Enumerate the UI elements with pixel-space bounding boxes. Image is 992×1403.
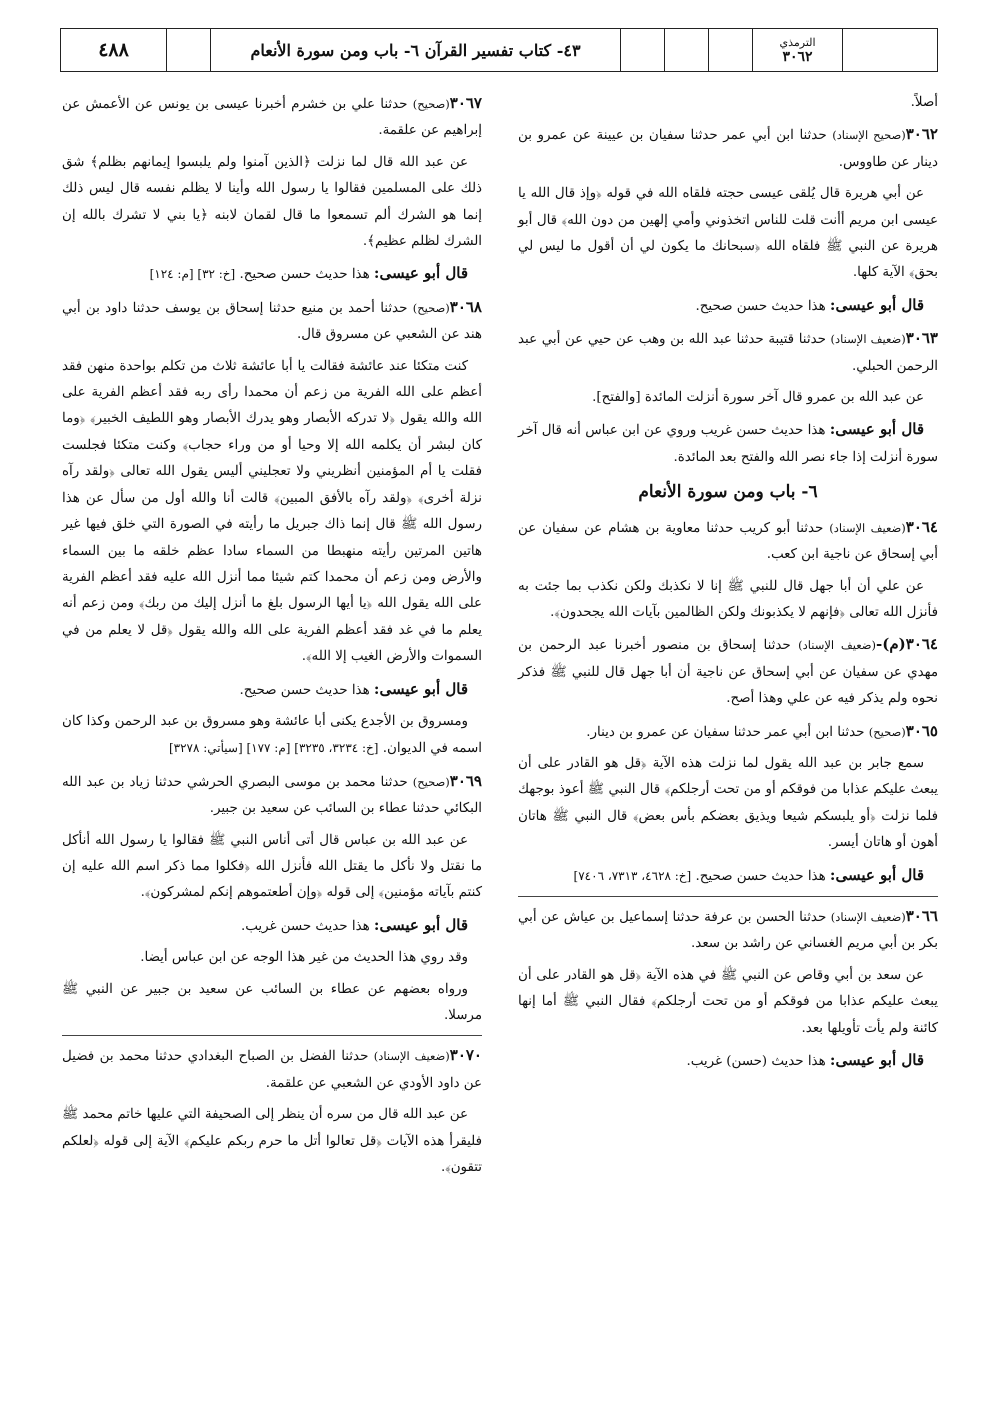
hadith-grade: (صحيح) [868, 724, 906, 739]
continuation-text: أصلاً. [910, 95, 938, 110]
header-blank-cell [166, 29, 210, 71]
reference: [خ: ٣٢٣٤، ٣٢٣٥] [م: ١٧٧] [سيأتي: ٣٢٧٨] [168, 741, 379, 756]
abu-isa-label: قال أبو عيسى: [373, 915, 468, 934]
hadith-3068-isnad [62, 294, 482, 349]
hadith-3067-commentary [62, 260, 482, 288]
header-book-cell [752, 29, 842, 71]
hadith-3063-matn: عن عبد الله بن عمرو قال آخر سورة أنزلت المائدة [والفتح]. [592, 390, 924, 406]
isnad-text: حدثنا أحمد بن منيع حدثنا إسحاق بن يوسف حدثنا داود بن أبي هند عن الشعبي عن مسروق قال. [62, 300, 482, 343]
hadith-3065-matn: سمع جابر بن عبد الله يقول لما نزلت هذه الآية ﴿قل هو القادر على أن يبعث عليكم عذابا من فوقكم أو من تحت أرجلكم﴾ قال النبي ﷺ أعوذ بوجهك فلما نزلت ﴿أو يلبسكم شيعا ويذيق بعضكم بأس بعض﴾ قال النبي ﷺ هاتان أهون أو هاتان أيسر. [518, 755, 938, 851]
header-title: ٤٣- كتاب تفسير القرآن ٦- باب ومن سورة الأنعام [210, 29, 620, 71]
abu-isa-label: قال أبو عيسى: [373, 264, 468, 283]
hadith-3062-matn: عن أبي هريرة قال يُلقى عيسى حجته فلقاه الله في قوله ﴿وإذ قال الله يا عيسى ابن مريم أأنت قلت للناس اتخذوني وأمي إلهين من دون الله﴾ قال أبو هريرة عن النبي ﷺ فلقاه الله ﴿سبحانك ما يكون لي أن أقول ما ليس لي بحق﴾ الآية كلها. [518, 186, 938, 281]
divider [62, 1035, 482, 1036]
verdict-text: هذا حديث حسن صحيح. [695, 298, 826, 314]
divider [518, 896, 938, 897]
hadith-3063-commentary [518, 416, 938, 471]
isnad-text: حدثنا أبو كريب حدثنا معاوية بن هشام عن سفيان عن أبي إسحاق عن ناجية ابن كعب. [518, 520, 938, 563]
isnad-text: حدثنا قتيبة حدثنا عبد الله بن وهب عن حيي عن أبي عبد الرحمن الحبلي. [518, 332, 938, 374]
abu-isa-label: قال أبو عيسى: [829, 420, 924, 439]
abu-isa-label: قال أبو عيسى: [829, 295, 924, 314]
hadith-number: ٣٠٦٩ [449, 771, 482, 790]
reference: [خ: ٤٦٢٨، ٧٣١٣، ٧٤٠٦] [573, 868, 692, 883]
hadith-3069-note: وقد روي هذا الحديث من غير هذا الوجه عن ابن عباس أيضا. [140, 950, 468, 966]
hadith-number: ٣٠٦٣ [905, 329, 938, 348]
hadith-grade: (صحيح) [412, 300, 450, 315]
isnad-text: حدثنا علي بن خشرم أخبرنا عيسى بن يونس عن الأعمش عن إبراهيم عن علقمة. [62, 97, 482, 139]
hadith-text: حدثنا إسحاق بن منصور أخبرنا عبد الرحمن بن مهدي عن سفيان عن أبي إسحاق عن ناجية أن أبا جهل قال للنبي ﷺ فذكر نحوه ولم يذكر فيه عن علي وهذا أصح. [518, 638, 938, 707]
hadith-3066-isnad [518, 903, 938, 958]
isnad-text: حدثنا محمد بن موسى البصري الحرشي حدثنا زياد بن عبد الله البكائي حدثنا عطاء بن السائب عن سعيد بن جبير. [62, 774, 482, 817]
right-column [518, 90, 938, 1080]
reference: [خ: ٣٢] [م: ١٢٤] [149, 267, 236, 282]
hadith-3069-commentary [62, 912, 482, 940]
header-blank-cell [708, 29, 752, 71]
hadith-grade: (ضعيف الإسناد) [830, 909, 906, 924]
verdict-text: هذا حديث حسن صحيح. [239, 682, 370, 698]
isnad-text: حدثنا ابن أبي عمر حدثنا سفيان عن عمرو بن دينار. [586, 724, 865, 740]
verdict-text: هذا حديث حسن صحيح. [239, 267, 370, 283]
hadith-3067-matn: عن عبد الله قال لما نزلت ﴿الذين آمنوا ولم يلبسوا إيمانهم بظلم﴾ شق ذلك على المسلمين فقالوا يا رسول الله وأينا لا يظلم نفسه قال ليس ذلك إنما هو الشرك ألم تسمعوا ما قال لقمان لابنه ﴿يا بني لا تشرك بالله إن الشرك لظلم عظيم﴾. [62, 154, 482, 250]
hadith-3068-matn: كنت متكئا عند عائشة فقالت يا أبا عائشة ثلاث من تكلم بواحدة منهن فقد أعظم على الله الفرية من زعم أن محمدا رأى ربه فقد أعظم الفرية على الله والله يقول ﴿لا تدركه الأبصار وهو يدرك الأبصار وهو اللطيف الخبير﴾ ﴿وما كان لبشر أن يكلمه الله إلا وحيا أو من وراء حجاب﴾ وكنت متكئا فجلست فقلت يا أم المؤمنين أنظريني ولا تعجليني أليس يقول الله تعالى ﴿ولقد رآه نزلة أخرى﴾ ﴿ولقد رآه بالأفق المبين﴾ قالت أنا والله أول من سأل عن هذا رسول الله ﷺ قال إنما ذاك جبريل ما رأيته في الصورة التي خلق فيها غير هاتين المرتين رأيته منهبطا من السماء سادا عظم خلقه ما بين السماء والأرض ومن زعم أن محمدا كتم شيئا مما أنزل الله عليه فقد أعظم الفرية على الله يقول الله ﴿يا أيها الرسول بلغ ما أنزل إليك من ربك﴾ ومن زعم أنه يعلم ما في غد فقد أعظم الفرية على الله والله يقول ﴿قل لا يعلم من في السموات والأرض الغيب إلا الله﴾. [62, 358, 482, 665]
abu-isa-label: قال أبو عيسى: [829, 865, 924, 884]
hadith-3069-matn: عن عبد الله بن عباس قال أتى أناس النبي ﷺ فقالوا يا رسول الله أنأكل ما نقتل ولا نأكل ما يقتل الله فأنزل الله ﴿فكلوا مما ذكر اسم الله عليه إن كنتم بآياته مؤمنين﴾ إلى قوله ﴿وإن أطعتموهم إنكم لمشركون﴾. [62, 832, 482, 901]
hadith-3064-matn: عن علي أن أبا جهل قال للنبي ﷺ إنا لا نكذبك ولكن نكذب بما جئت به فأنزل الله تعالى ﴿فإنهم لا يكذبونك ولكن الظالمين بآيات الله يجحدون﴾. [518, 578, 938, 620]
hadith-number: ٣٠٦٤(م)- [876, 635, 938, 654]
hadith-number: ٣٠٦٧ [449, 94, 482, 112]
hadith-3064m [518, 631, 938, 712]
hadith-3068-note [62, 709, 482, 763]
hadith-3069-note: ورواه بعضهم عن عطاء بن السائب عن سعيد بن جبير عن النبي ﷺ مرسلا. [62, 981, 482, 1023]
note-text: ومسروق بن الأجدع يكنى أبا عائشة وهو مسروق بن عبد الرحمن وكذا كان اسمه في الديوان. [62, 713, 482, 757]
document-page [60, 28, 938, 1368]
hadith-3063-isnad [518, 325, 938, 380]
book-name: الترمذي [779, 36, 816, 49]
hadith-3065-isnad [518, 718, 938, 746]
hadith-number: ٣٠٦٨ [449, 297, 482, 316]
hadith-range: ٣٠٦٢ [782, 49, 813, 65]
hadith-3069-isnad [62, 768, 482, 823]
hadith-grade: (صحيح) [412, 774, 450, 789]
isnad-text: حدثنا الفضل بن الصباح البغدادي حدثنا محمد بن فضيل عن داود الأودي عن الشعبي عن علقمة. [62, 1049, 482, 1091]
hadith-number: ٣٠٦٦ [905, 906, 938, 925]
hadith-3070-matn: عن عبد الله قال من سره أن ينظر إلى الصحيفة التي عليها خاتم محمد ﷺ فليقرأ هذه الآيات ﴿قل تعالوا أتل ما حرم ربكم عليكم﴾ الآية إلى قوله ﴿لعلكم تتقون﴾. [62, 1107, 482, 1176]
hadith-3062-commentary [518, 292, 938, 320]
hadith-grade: (ضعيف الإسناد) [830, 332, 906, 347]
hadith-3066-commentary [518, 1047, 938, 1075]
page-number: ٤٨٨ [98, 39, 129, 61]
header-blank-cell [620, 29, 664, 71]
hadith-3064-isnad [518, 514, 938, 569]
verdict-text: هذا حديث (حسن) غريب. [686, 1054, 826, 1069]
hadith-3066-matn: عن سعد بن أبي وقاص عن النبي ﷺ في هذه الآية ﴿قل هو القادر على أن يبعث عليكم عذابا من فوقكم أو من تحت أرجلكم﴾ فقال النبي ﷺ أما إنها كائنة ولم يأت تأويلها بعد. [518, 967, 938, 1036]
isnad-text: حدثنا الحسن بن عرفة حدثنا إسماعيل بن عياش عن أبي بكر بن أبي مريم الغساني عن راشد بن سعد. [518, 909, 938, 952]
isnad-text: حدثنا ابن أبي عمر حدثنا سفيان بن عيينة عن عمرو بن دينار عن طاووس. [518, 128, 938, 170]
hadith-grade: (صحيح) [412, 97, 450, 111]
hadith-3065-commentary [518, 862, 938, 890]
header-blank-cell [842, 29, 886, 71]
left-column [62, 90, 482, 1186]
hadith-3068-commentary [62, 676, 482, 704]
hadith-3062-isnad [518, 121, 938, 176]
hadith-grade: (ضعيف الإسناد) [829, 520, 906, 535]
verdict-text: هذا حديث حسن صحيح. [695, 868, 826, 884]
hadith-number: ٣٠٦٢ [905, 125, 938, 144]
hadith-grade: (ضعيف الإسناد) [798, 638, 877, 653]
hadith-grade: (ضعيف الإسناد) [373, 1049, 450, 1064]
header-blank-cell [664, 29, 708, 71]
hadith-grade: (صحيح الإسناد) [832, 128, 906, 143]
abu-isa-label: قال أبو عيسى: [829, 1051, 924, 1069]
hadith-number: ٣٠٦٤ [905, 517, 938, 536]
chapter-heading: ٦- باب ومن سورة الأنعام [638, 482, 818, 503]
hadith-number: ٣٠٧٠ [449, 1046, 482, 1065]
verdict-text: هذا حديث حسن غريب. [240, 918, 370, 934]
hadith-3070-isnad [62, 1042, 482, 1097]
page-header [60, 28, 938, 72]
verdict-text: هذا حديث حسن غريب وروي عن ابن عباس أنه قال آخر سورة أنزلت إذا جاء نصر الله والفتح بعد المائدة. [518, 423, 938, 465]
hadith-number: ٣٠٦٥ [905, 721, 938, 740]
abu-isa-label: قال أبو عيسى: [373, 679, 468, 698]
hadith-3067-isnad [62, 90, 482, 145]
